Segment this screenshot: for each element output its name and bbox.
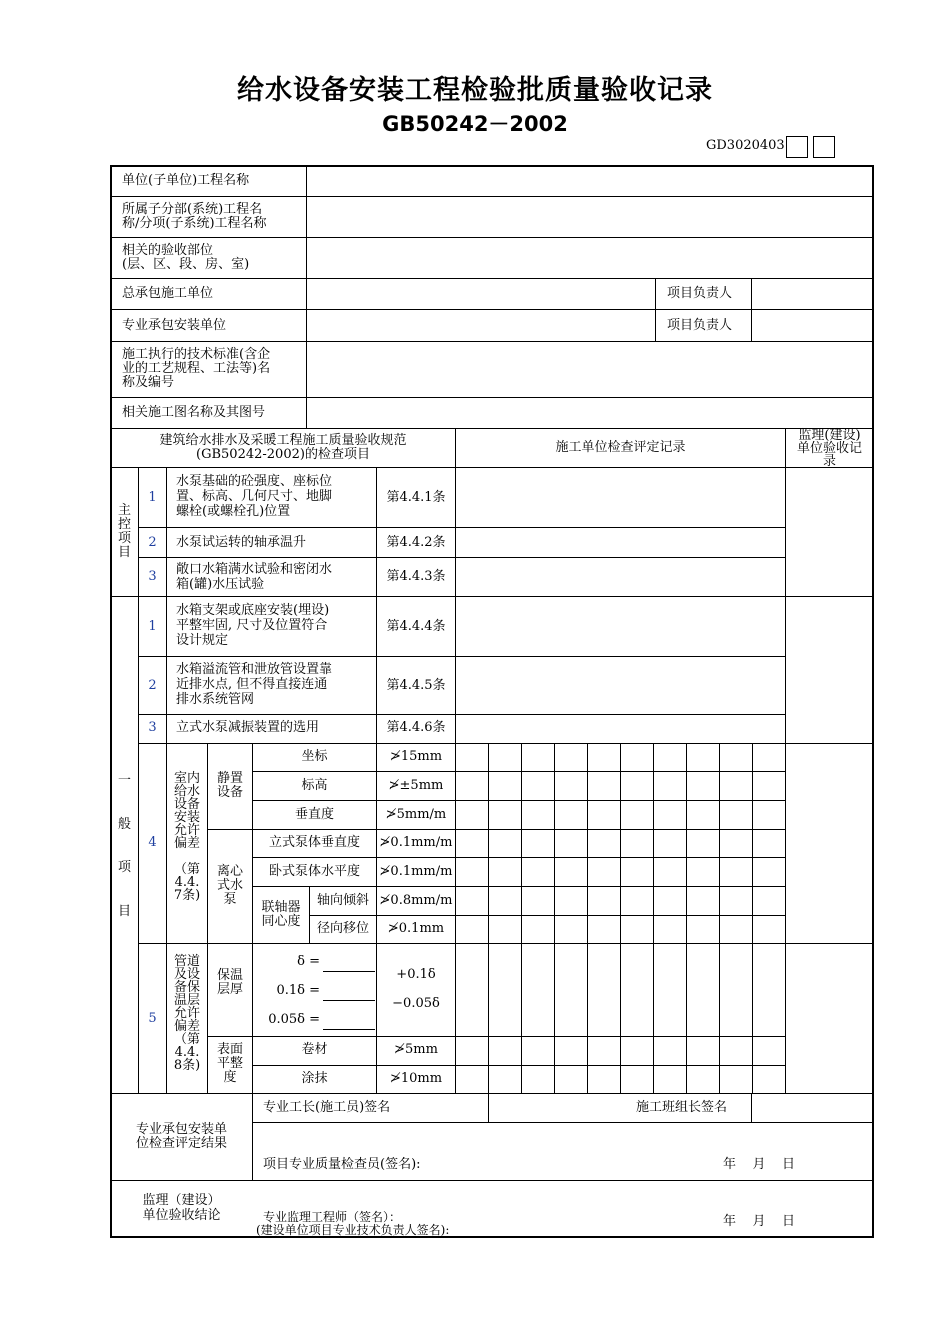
supervision-header-2: 单位验收记: [796, 441, 862, 456]
row-verticality-tol: ≯5mm/m: [385, 807, 447, 822]
delta-label-1: δ =: [297, 954, 320, 969]
item-5-label-line-5: 允许: [173, 1006, 200, 1021]
row-plaster: 涂抹: [301, 1071, 328, 1086]
sub-contractor-field[interactable]: [308, 311, 654, 340]
sub-division-label-1: 所属子分部(系统)工程名: [122, 202, 263, 217]
standard-code: GB50242－2002: [382, 112, 568, 136]
sub-result-label-2: 位检查评定结果: [135, 1136, 227, 1151]
supervision-conclusion-label-1: 监理（建设）: [142, 1193, 221, 1208]
row-coordinate: 坐标: [301, 749, 328, 764]
main-item-1-clause: 第4.4.1条: [386, 490, 446, 505]
delta-label-2: 0.1δ =: [276, 983, 320, 998]
static-equipment-label-1: 静置: [216, 771, 243, 786]
item-5-label-line-7: （第: [173, 1032, 200, 1047]
row-roll-material-tol: ≯5mm: [394, 1042, 438, 1057]
row-horizontal-pump: 卧式泵体水平度: [268, 864, 360, 879]
general-label-4: 目: [117, 904, 131, 919]
general-item-5-no: 5: [148, 1011, 157, 1026]
team-leader-sign-field[interactable]: [752, 1094, 872, 1121]
location-label-1: 相关的验收部位: [122, 243, 214, 258]
sub-contractor-label: 专业承包安装单位: [122, 318, 227, 333]
row-vertical-pump: 立式泵体垂直度: [268, 835, 360, 850]
main-item-3-line-2: 箱(罐)水压试验: [176, 577, 265, 592]
main-item-1-line-1: 水泵基础的砼强度、座标位: [176, 474, 333, 489]
general-label-2: 般: [117, 817, 131, 832]
general-item-2-line-3: 排水系统管网: [176, 692, 255, 707]
owner-sign-label: (建设单位项目专业技术负责人签名):: [256, 1223, 450, 1237]
project-leader-label-2: 项目负责人: [667, 318, 733, 333]
main-item-3-clause: 第4.4.3条: [386, 569, 446, 584]
sub-division-field[interactable]: [308, 198, 872, 236]
sub-result-label-1: 专业承包安装单: [135, 1122, 227, 1137]
row-radial-shift-tol: ≯0.1mm: [387, 921, 445, 936]
drawings-field[interactable]: [308, 399, 872, 427]
row-coordinate-tol: ≯15mm: [389, 749, 443, 764]
item-5-label-line-1: 管道: [173, 954, 200, 969]
item-5-label-line-8: 4.4.: [174, 1045, 200, 1060]
general-item-3-clause: 第4.4.6条: [386, 720, 446, 735]
form-code-box-1[interactable]: [786, 136, 808, 158]
insulation-label-2: 层厚: [216, 982, 243, 997]
row-elevation: 标高: [301, 778, 328, 793]
general-label-3: 项: [117, 860, 131, 875]
item-4-label-line-2: 给水: [173, 784, 200, 799]
construction-record-area[interactable]: [456, 468, 784, 742]
general-item-1-line-2: 平整牢固, 尺寸及位置符合: [176, 618, 328, 633]
row-horizontal-pump-tol: ≯0.1mm/m: [379, 864, 453, 879]
item-4-label-line-6: 偏差: [173, 836, 200, 851]
general-item-3-no: 3: [148, 720, 157, 735]
construction-record-header: 施工单位检查评定记录: [555, 440, 686, 455]
drawings-label: 相关施工图名称及其图号: [122, 405, 266, 420]
main-item-1-line-3: 螺栓(或螺栓孔)位置: [176, 504, 291, 519]
inspector-sign-label: 项目专业质量检查员(签名):: [263, 1157, 421, 1172]
general-item-1-line-3: 设计规定: [176, 633, 229, 648]
tech-standard-label-1: 施工执行的技术标准(含企: [122, 347, 271, 362]
item-5-label-line-4: 温层: [173, 993, 200, 1008]
general-label-1: 一: [117, 773, 131, 788]
tech-standard-field[interactable]: [308, 343, 872, 396]
spec-header-2: (GB50242-2002)的检查项目: [196, 447, 370, 462]
item-4-label-line-9: 4.4.: [174, 875, 200, 890]
main-item-3-no: 3: [148, 569, 157, 584]
general-item-2-line-2: 近排水点, 但不得直接连通: [176, 677, 328, 692]
tech-standard-label-2: 业的工艺规程、工法等)名: [122, 361, 271, 376]
centrifugal-pump-label-2: 式水: [216, 878, 243, 893]
location-label-2: (层、区、段、房、室): [122, 257, 250, 272]
tech-standard-label-3: 称及编号: [122, 375, 175, 390]
row-vertical-pump-tol: ≯0.1mm/m: [379, 835, 453, 850]
general-item-1-clause: 第4.4.4条: [386, 619, 446, 634]
general-item-1-no: 1: [148, 619, 157, 634]
measurement-grid[interactable]: [456, 744, 784, 1092]
general-item-4-no: 4: [148, 835, 157, 850]
main-item-2-no: 2: [148, 535, 157, 550]
item-4-label-line-1: 室内: [173, 771, 200, 786]
foreman-sign-field[interactable]: [489, 1094, 750, 1121]
project-leader-field-2[interactable]: [753, 311, 872, 340]
row-plaster-tol: ≯10mm: [389, 1071, 443, 1086]
main-control-label-3: 项: [117, 531, 131, 546]
supervision-conclusion-label-2: 单位验收结论: [142, 1208, 221, 1223]
main-control-label-2: 控: [117, 517, 131, 532]
centrifugal-pump-label-1: 离心: [216, 864, 243, 879]
row-axial-tilt: 轴向倾斜: [316, 893, 369, 908]
general-item-3-line-1: 立式水泵减振装置的选用: [176, 720, 320, 735]
main-item-2-clause: 第4.4.2条: [386, 535, 446, 550]
team-leader-sign-label: 施工班组长签名: [636, 1100, 728, 1115]
tol-minus: −0.05δ: [392, 996, 440, 1011]
project-name-label: 单位(子单位)工程名称: [122, 173, 250, 188]
general-item-2-no: 2: [148, 678, 157, 693]
static-equipment-label-2: 设备: [216, 785, 243, 800]
coupling-label-1: 联轴器: [261, 900, 301, 915]
item-5-label-line-9: 8条): [173, 1058, 201, 1073]
location-field[interactable]: [308, 239, 872, 277]
item-5-label-line-3: 备保: [173, 980, 200, 995]
engineer-sign-label: 专业监理工程师（签名）：: [263, 1210, 402, 1224]
item-4-label-line-3: 设备: [173, 797, 200, 812]
form-title: 给水设备安装工程检验批质量验收记录: [237, 75, 713, 106]
row-elevation-tol: ≯±5mm: [388, 778, 444, 793]
delta-label-3: 0.05δ =: [268, 1012, 320, 1027]
supervision-header-1: 监理(建设): [798, 428, 861, 443]
supervision-record-area[interactable]: [786, 468, 872, 1092]
main-control-label-4: 目: [117, 545, 131, 560]
general-item-1-line-1: 水箱支架或底座安装(埋设): [176, 603, 330, 618]
main-item-1-line-2: 置、标高、几何尺寸、地脚: [176, 489, 333, 504]
item-4-label-line-4: 安装: [173, 810, 200, 825]
supervision-header-3: 录: [822, 454, 836, 469]
project-name-field[interactable]: [308, 168, 872, 195]
form-code: GD3020403: [706, 138, 785, 153]
surface-label-1: 表面: [216, 1042, 243, 1057]
form-code-box-2[interactable]: [813, 136, 835, 158]
surface-label-3: 度: [223, 1070, 237, 1085]
item-4-label-line-10: 7条): [173, 888, 201, 903]
surface-label-2: 平整: [216, 1056, 243, 1071]
foreman-sign-label: 专业工长(施工员)签名: [263, 1100, 391, 1115]
sub-division-label-2: 称/分项(子系统)工程名称: [122, 216, 267, 231]
main-item-2-line-1: 水泵试运转的轴承温升: [176, 535, 307, 550]
row-verticality: 垂直度: [294, 807, 334, 822]
row-radial-shift: 径向移位: [316, 921, 369, 936]
main-control-label-1: 主: [117, 503, 131, 518]
tol-plus: +0.1δ: [396, 967, 436, 982]
item-5-label-line-2: 及设: [173, 967, 200, 982]
general-item-2-line-1: 水箱溢流管和泄放管设置靠: [176, 662, 333, 677]
insulation-label-1: 保温: [216, 968, 243, 983]
date-label-2: 年 月 日: [723, 1214, 796, 1229]
row-axial-tilt-tol: ≯0.8mm/m: [379, 893, 453, 908]
main-item-3-line-1: 敞口水箱满水试验和密闭水: [176, 562, 333, 577]
item-4-label-line-8: （第: [173, 862, 200, 877]
centrifugal-pump-label-3: 泵: [223, 892, 237, 907]
general-contractor-field[interactable]: [308, 280, 654, 308]
item-5-label-line-6: 偏差: [173, 1019, 200, 1034]
item-4-label-line-5: 允许: [173, 823, 200, 838]
coupling-label-2: 同心度: [261, 914, 301, 929]
main-item-1-no: 1: [148, 490, 157, 505]
date-label-1: 年 月 日: [723, 1157, 796, 1172]
row-roll-material: 卷材: [301, 1042, 328, 1057]
spec-header-1: 建筑给水排水及采暖工程施工质量验收规范: [159, 433, 407, 448]
project-leader-label: 项目负责人: [667, 286, 733, 301]
project-leader-field[interactable]: [753, 280, 872, 308]
general-item-2-clause: 第4.4.5条: [386, 678, 446, 693]
general-contractor-label: 总承包施工单位: [122, 286, 214, 301]
